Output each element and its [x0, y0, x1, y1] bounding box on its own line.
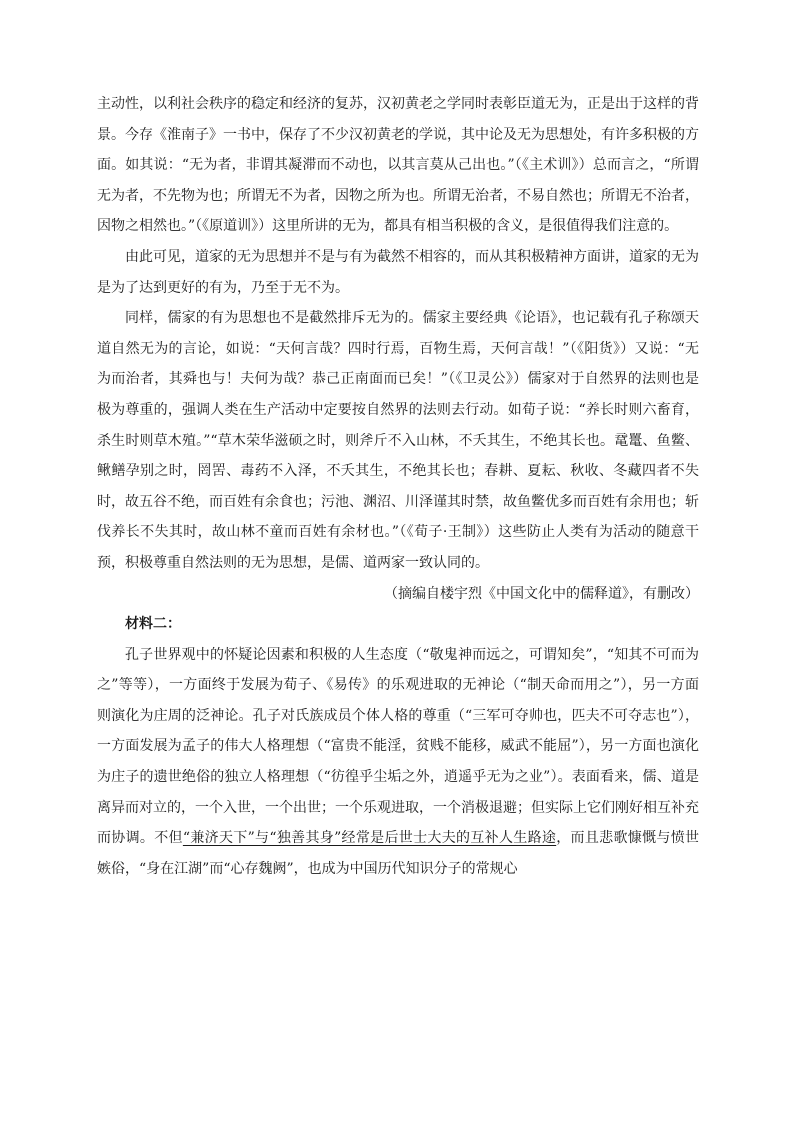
paragraph-1: 主动性，以利社会秩序的稳定和经济的复苏，汉初黄老之学同时表彰臣道无为，正是出于这样的背景。今存《淮南子》一书中，保存了不少汉初黄老的学说，其中论及无为思想处，有许多积极的方面。如其说：“无为者，非谓其凝滞而不动也，以其言莫从己出也。”（《主术训》）总而言之，“所谓无为者，不先物为也；所谓无不为者，因物之所为也。所谓无治者，不易自然也；所谓无不治者，因物之相然也。”（《原道训》）这里所讲的无为，都具有相当积极的含义，是很值得我们注意的。: [97, 96, 699, 235]
underlined-sentence: “兼济天下”与“独善其身”经常是后世士大夫的互补人生路途: [182, 830, 557, 847]
paragraph-4-text-b: ，而且悲歌慷慨与愤世嫉俗，“身在江湖”而“心存魏阙”，也成为中国历代知识分子的常规心: [97, 830, 699, 877]
paragraph-3: 同样，儒家的有为思想也不是截然排斥无为的。儒家主要经典《论语》，也记载有孔子称颂天道自然无为的言论，如说：“天何言哉？四时行焉，百物生焉，天何言哉！”（《阳货》）又说：“无为而治者，其舜也与！夫何为哉？恭己正南面而已矣！”（《卫灵公》）儒家对于自然界的法则也是极为尊重的，强调人类在生产活动中定要按自然界的法则去行动。如荀子说：“养长时则六畜育，杀生时则草木殖。”“草木荣华滋硕之时，则斧斤不入山林，不夭其生，不绝其长也。鼋鼍、鱼鳖、鳅鳝孕别之时，罔罟、毒药不入泽，不夭其生，不绝其长也；春耕、夏耘、秋收、冬藏四者不失时，故五谷不绝，而百姓有余食也；污池、渊沼、川泽谨其时禁，故鱼鳖优多而百姓有余用也；斩伐养长不失其时，故山林不童而百姓有余材也。”（《荀子·王制》）这些防止人类有为活动的随意干预，积极尊重自然法则的无为思想，是儒、道两家一致认同的。: [97, 310, 699, 571]
paragraph-4-text-a: 孔子世界观中的怀疑论因素和积极的人生态度（“敬鬼神而远之，可谓知矣”，“知其不可而为之”等等），一方面终于发展为荀子、《易传》的乐观进取的无神论（“制天命而用之”），另一方面则演化为庄周的泛神论。孔子对氏族成员个体人格的尊重（“三军可夺帅也，匹夫不可夺志也”），一方面发展为孟子的伟大人格理想（“富贵不能淫，贫贱不能移，威武不能屈”），另一方面也演化为庄子的遗世绝俗的独立人格理想（“彷徨乎尘垢之外，逍遥乎无为之业”）。表面看来，儒、道是离异而对立的，一个入世，一个出世；一个乐观进取，一个消极退避；但实际上它们刚好相互补充而协调。不但: [97, 646, 699, 847]
material-two-heading: 材料二：: [125, 616, 181, 633]
paragraph-4: [97, 640, 699, 885]
article-body: [97, 89, 699, 884]
paragraph-2: 由此可见，道家的无为思想并不是与有为截然不相容的，而从其积极精神方面讲，道家的无为是为了达到更好的有为，乃至于无不为。: [97, 248, 699, 296]
source-citation: （摘编自楼宇烈《中国文化中的儒释道》，有删改）: [384, 585, 699, 602]
